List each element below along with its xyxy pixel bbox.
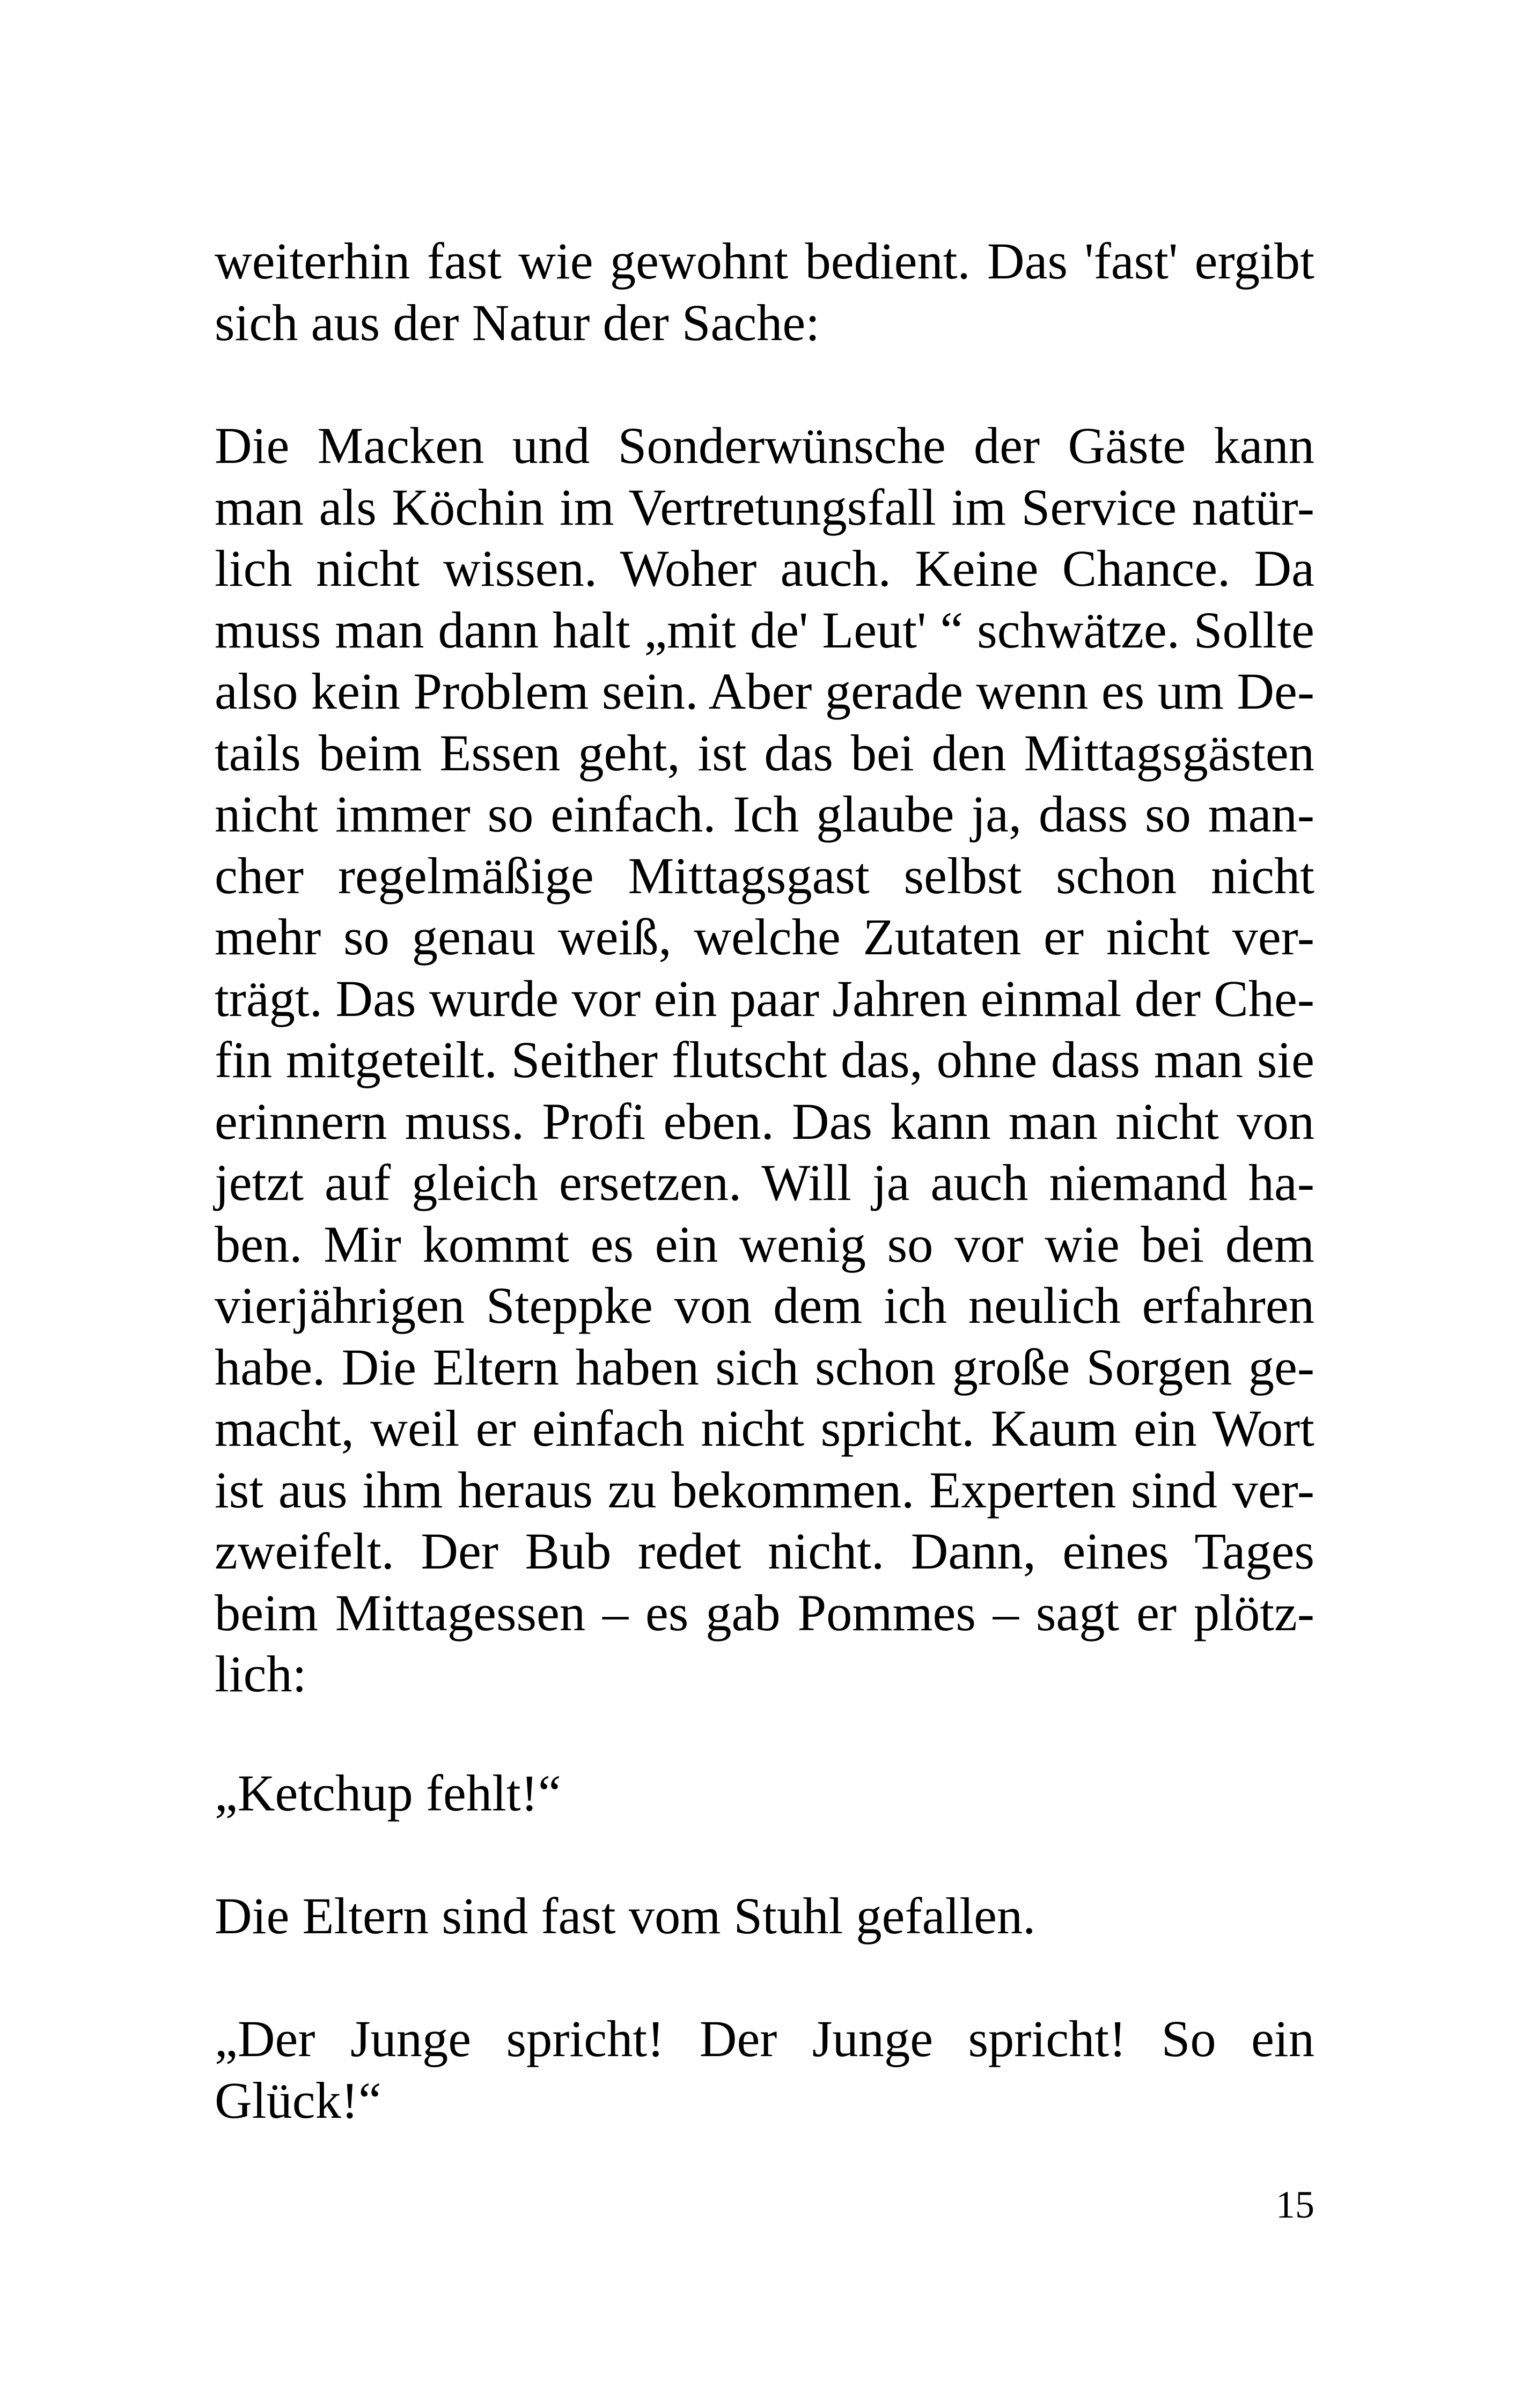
text-line: ben. Mir kommt es ein wenig so vor wie bei dem [215,1215,1314,1273]
text-line: fin mitgeteilt. Seither flutscht das, ohne dass man sie [215,1031,1314,1088]
text-line: Die Macken und Sonderwünsche der Gäste kann [215,417,1314,474]
text-line: tails beim Essen geht, ist das bei den Mittagsgästen [215,724,1314,782]
page-number: 15 [1276,2183,1314,2226]
text-line: vierjährigen Steppke von dem ich neulich erfahren [215,1277,1314,1334]
text-line: jetzt auf gleich ersetzen. Will ja auch niemand ha- [215,1154,1314,1211]
text-line: ist aus ihm heraus zu bekommen. Experten sind ver- [215,1461,1314,1519]
text-line: sich aus der Natur der Sache: [215,293,820,351]
text-line: zweifelt. Der Bub redet nicht. Dann, eines Tages [215,1522,1314,1580]
text-line: „Der Junge spricht! Der Junge spricht! So ein [215,2010,1314,2067]
text-line: mehr so genau weiß, welche Zutaten er nicht ver- [215,908,1314,966]
text-line: trägt. Das wurde vor ein paar Jahren einmal der Che- [215,969,1314,1027]
text-line: lich nicht wissen. Woher auch. Keine Chance. Da [215,540,1314,597]
text-line: also kein Problem sein. Aber gerade wenn es um De- [215,662,1314,720]
text-line: nicht immer so einfach. Ich glaube ja, dass so man- [215,785,1314,843]
text-line: man als Köchin im Vertretungsfall im Service natür- [215,478,1314,536]
text-line: habe. Die Eltern haben sich schon große Sorgen ge- [215,1338,1314,1396]
text-line: „Ketchup fehlt!“ [215,1764,561,1822]
text-line: cher regelmäßige Mittagsgast selbst schon nicht [215,846,1314,904]
text-line: Glück!“ [215,2071,381,2129]
paragraph-1 [215,231,1314,354]
text-line: lich: [215,1645,307,1703]
text-line: Die Eltern sind fast vom Stuhl gefallen. [215,1887,1036,1945]
paragraph-4 [215,1886,1314,1947]
paragraph-3 [215,1763,1314,1824]
text-line: erinnern muss. Profi eben. Das kann man nicht von [215,1092,1314,1150]
paragraph-2 [215,415,1314,1705]
text-line: macht, weil er einfach nicht spricht. Kaum ein Wort [215,1400,1314,1457]
paragraph-5 [215,2008,1314,2131]
text-line: beim Mittagessen – es gab Pommes – sagt er plötz- [215,1584,1314,1641]
text-line: weiterhin fast wie gewohnt bedient. Das 'fast' ergibt [215,232,1314,290]
text-line: muss man dann halt „mit de' Leut' “ schwätze. Sollte [215,601,1314,659]
